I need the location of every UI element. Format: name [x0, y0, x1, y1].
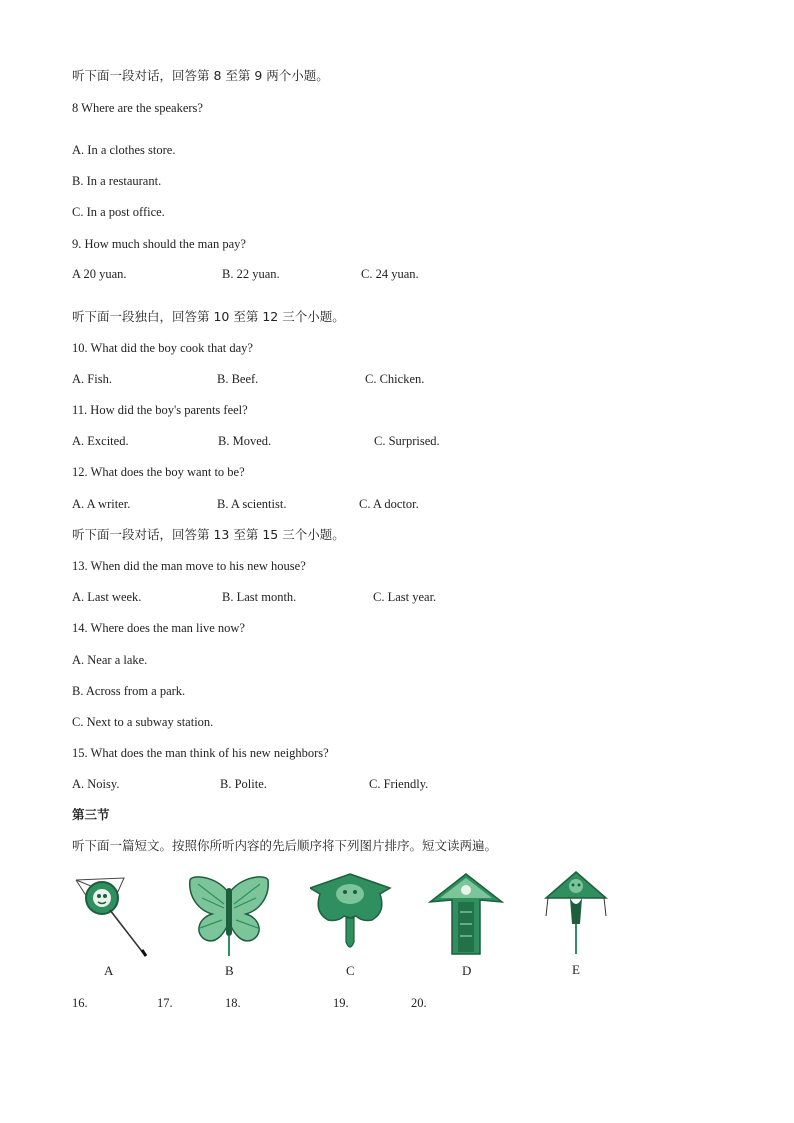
instruction-q8-9: 听下面一段对话，回答第 8 至第 9 两个小题。	[72, 68, 329, 83]
part3-instruction: 听下面一篇短文。按照你所听内容的先后顺序将下列图片排序。短文读两遍。	[72, 838, 498, 853]
instruction-q10-12: 听下面一段独白，回答第 10 至第 12 三个小题。	[72, 309, 345, 324]
q10-option-c: C. Chicken.	[365, 372, 425, 386]
question-11: 11. How did the boy's parents feel?	[72, 403, 248, 417]
figure-kite-icon	[428, 872, 504, 956]
q15-option-c: C. Friendly.	[369, 777, 429, 791]
q13-option-c: C. Last year.	[373, 590, 437, 604]
q14-option-b: B. Across from a park.	[72, 684, 186, 698]
q15-option-a: A. Noisy.	[72, 777, 120, 791]
round-face-kite-icon	[72, 874, 152, 958]
q12-option-c: C. A doctor.	[359, 497, 419, 511]
q13-option-b: B. Last month.	[222, 590, 297, 604]
answer-blank-19: 19.	[333, 996, 349, 1010]
question-15: 15. What does the man think of his new neighbors?	[72, 746, 329, 760]
answer-blank-18: 18.	[225, 996, 241, 1010]
q12-option-a: A. A writer.	[72, 497, 131, 511]
q15-option-b: B. Polite.	[220, 777, 267, 791]
question-14: 14. Where does the man live now?	[72, 621, 245, 635]
question-8: 8 Where are the speakers?	[72, 101, 203, 115]
kite-label-b: B	[225, 963, 234, 978]
q12-option-b: B. A scientist.	[217, 497, 287, 511]
star-kite-icon	[310, 872, 392, 956]
answer-blank-20: 20.	[411, 996, 427, 1010]
q11-option-a: A. Excited.	[72, 434, 129, 448]
answer-blank-17: 17.	[157, 996, 173, 1010]
question-13: 13. When did the man move to his new house?	[72, 559, 306, 573]
q8-option-a: A. In a clothes store.	[72, 143, 176, 157]
question-10: 10. What did the boy cook that day?	[72, 341, 253, 355]
q9-option-a: A 20 yuan.	[72, 267, 127, 281]
question-12: 12. What does the boy want to be?	[72, 465, 245, 479]
butterfly-kite-icon	[188, 874, 270, 958]
question-9: 9. How much should the man pay?	[72, 237, 246, 251]
diamond-kite-icon	[544, 870, 608, 956]
answer-blank-16: 16.	[72, 996, 88, 1010]
q11-option-b: B. Moved.	[218, 434, 272, 448]
instruction-q13-15: 听下面一段对话，回答第 13 至第 15 三个小题。	[72, 527, 345, 542]
kite-label-a: A	[104, 963, 114, 978]
q8-option-c: C. In a post office.	[72, 205, 165, 219]
kite-label-e: E	[572, 962, 580, 977]
kite-label-c: C	[346, 963, 355, 978]
q14-option-a: A. Near a lake.	[72, 653, 148, 667]
q8-option-b: B. In a restaurant.	[72, 174, 162, 188]
q13-option-a: A. Last week.	[72, 590, 142, 604]
q9-option-c: C. 24 yuan.	[361, 267, 419, 281]
kite-label-d: D	[462, 963, 472, 978]
q9-option-b: B. 22 yuan.	[222, 267, 280, 281]
q11-option-c: C. Surprised.	[374, 434, 440, 448]
q14-option-c: C. Next to a subway station.	[72, 715, 214, 729]
part3-heading: 第三节	[72, 807, 110, 822]
q10-option-b: B. Beef.	[217, 372, 259, 386]
q10-option-a: A. Fish.	[72, 372, 112, 386]
